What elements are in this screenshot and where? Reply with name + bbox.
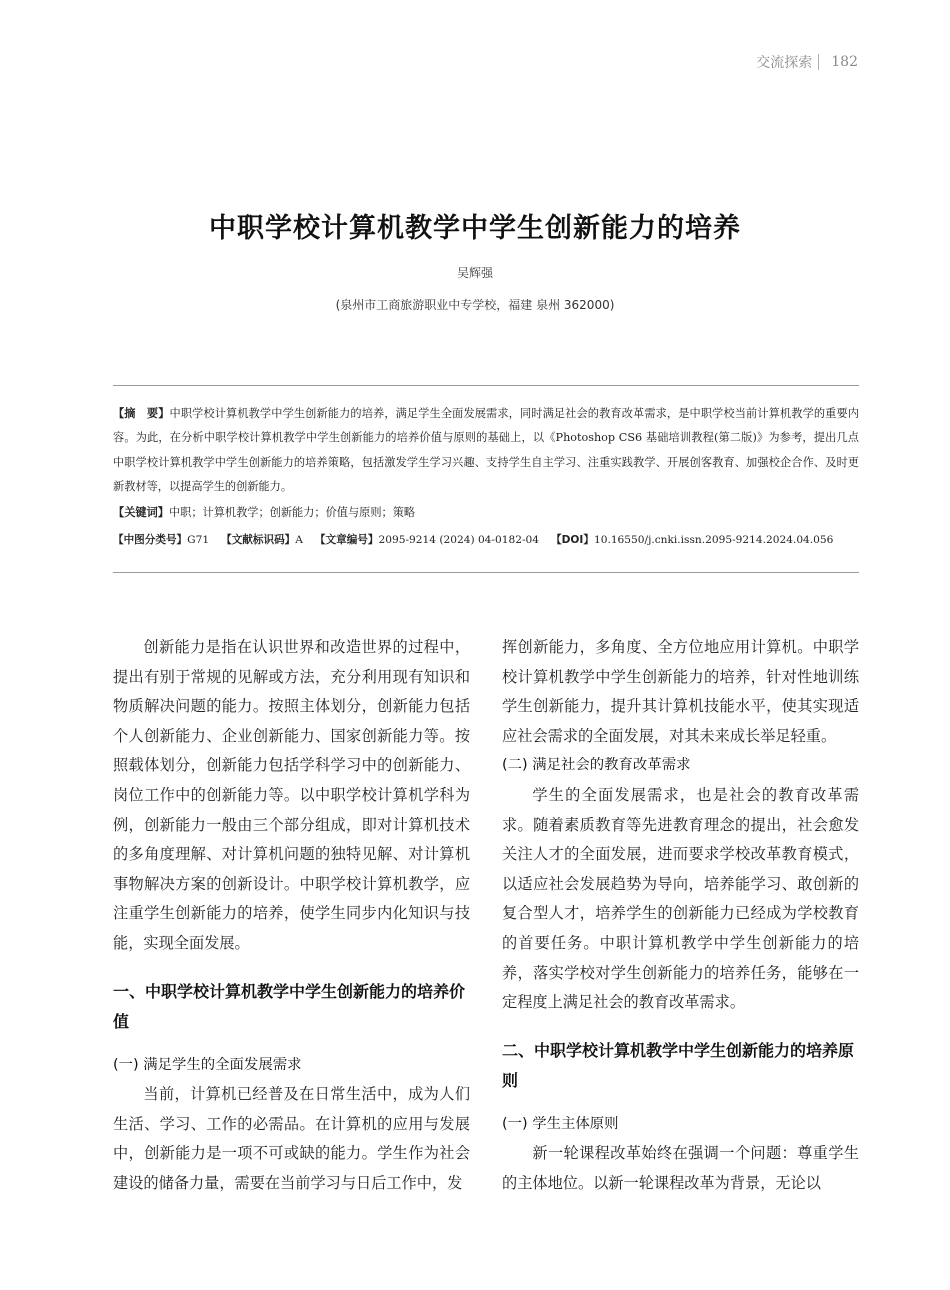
abstract-bottom-rule xyxy=(113,572,859,573)
doc-code-label: 【文献标识码】 xyxy=(221,534,296,547)
doi-value: 10.16550/j.cnki.issn.2095-9214.2024.04.056 xyxy=(593,534,834,547)
abstract-text: 中职学校计算机教学中学生创新能力的培养，满足学生全面发展需求，同时满足社会的教育改革需求，是中职学校当前计算机教学的重要内容。为此，在分析中职学校计算机教学中学生创新能力的培养价值与原则的基础上，以《Photoshop CS6 基础培训教程(第二版)》为参考，提出几点中职学校计算机教学中学生创新能力的培养策略，包括激发学生学习兴趣、支持学生自主学习、注重实践教学、开展创客教育、加强校企合作、及时更新教材等，以提高学生的创新能力。 xyxy=(113,407,859,493)
section-1-2-heading: (二) 满足社会的教育改革需求 xyxy=(502,757,691,774)
section-2-heading: 二、中职学校计算机教学中学生创新能力的培养原则 xyxy=(502,1040,855,1090)
article-no-value: 2095-9214 (2024) 04-0182-04 xyxy=(378,534,540,547)
section-2-1-paragraph: 新一轮课程改革始终在强调一个问题：尊重学生的主体地位。以新一轮课程改革为背景，无论以 xyxy=(502,1144,859,1192)
body-left-column xyxy=(113,633,470,1199)
keywords-text: 中职；计算机教学；创新能力；价值与原则；策略 xyxy=(168,506,416,520)
clc-value: G71 xyxy=(187,534,210,547)
section-1-1-heading: (一) 满足学生的全面发展需求 xyxy=(113,1056,302,1073)
keywords-label: 【关键词】 xyxy=(113,506,169,520)
keywords-line xyxy=(113,501,859,525)
section-1-heading: 一、中职学校计算机教学中学生创新能力的培养价值 xyxy=(113,981,466,1031)
abstract-block xyxy=(113,402,859,553)
author-affiliation: (泉州市工商旅游职业中专学校，福建 泉州 362000) xyxy=(335,298,615,312)
section-1-2-paragraph: 学生的全面发展需求，也是社会的教育改革需求。随着素质教育等先进教育理念的提出，社会愈发关注人才的全面发展，进而要求学校改革教育模式，以适应社会发展趋势为导向，培养能学习、敢创新的复合型人才，培养学生的创新能力已经成为学校教育的首要任务。中职计算机教学中学生创新能力的培养，落实学校对学生创新能力的培养任务，能够在一定程度上满足社会的教育改革需求。 xyxy=(502,785,859,1012)
abstract-label: 【摘 要】 xyxy=(113,407,170,420)
abstract-top-rule xyxy=(113,385,859,386)
running-header xyxy=(756,52,858,72)
body-right-column xyxy=(502,633,859,1199)
section-1-1-paragraph: 当前，计算机已经普及在日常生活中，成为人们生活、学习、工作的必需品。在计算机的应用与发展中，创新能力是一项不可或缺的能力。学生作为社会建设的储备力量，需要在当前学习与日后工作中，发 xyxy=(113,1085,470,1192)
article-no-label: 【文章编号】 xyxy=(314,534,379,547)
classification-line xyxy=(113,528,859,552)
doc-code-value: A xyxy=(295,534,303,547)
section-2-1-heading: (一) 学生主体原则 xyxy=(502,1115,619,1132)
abstract-paragraph xyxy=(113,402,859,499)
doi-label: 【DOI】 xyxy=(551,534,594,547)
intro-paragraph: 创新能力是指在认识世界和改造世界的过程中，提出有别于常规的见解或方法，充分利用现有知识和物质解决问题的能力。按照主体划分，创新能力包括个人创新能力、企业创新能力、国家创新能力等。按照载体划分，创新能力包括学科学习中的创新能力、岗位工作中的创新能力等。以中职学校计算机学科为例，创新能力一般由三个部分组成，即对计算机技术的多角度理解、对计算机问题的独特见解、对计算机事物解决方案的创新设计。中职学校计算机教学，应注重学生创新能力的培养，使学生同步内化知识与技能，实现全面发展。 xyxy=(113,638,470,952)
page-number: 182 xyxy=(831,54,858,70)
clc-label: 【中图分类号】 xyxy=(113,534,188,547)
article-author: 吴辉强 xyxy=(456,266,493,280)
continued-paragraph: 挥创新能力，多角度、全方位地应用计算机。中职学校计算机教学中学生创新能力的培养，针对性地训练学生创新能力，提升其计算机技能水平，使其实现适应社会需求的全面发展，对其未来成长举足轻重。 xyxy=(502,638,859,745)
header-divider xyxy=(818,54,819,70)
journal-section-label: 交流探索 xyxy=(756,55,813,71)
article-title: 中职学校计算机教学中学生创新能力的培养 xyxy=(209,213,741,244)
